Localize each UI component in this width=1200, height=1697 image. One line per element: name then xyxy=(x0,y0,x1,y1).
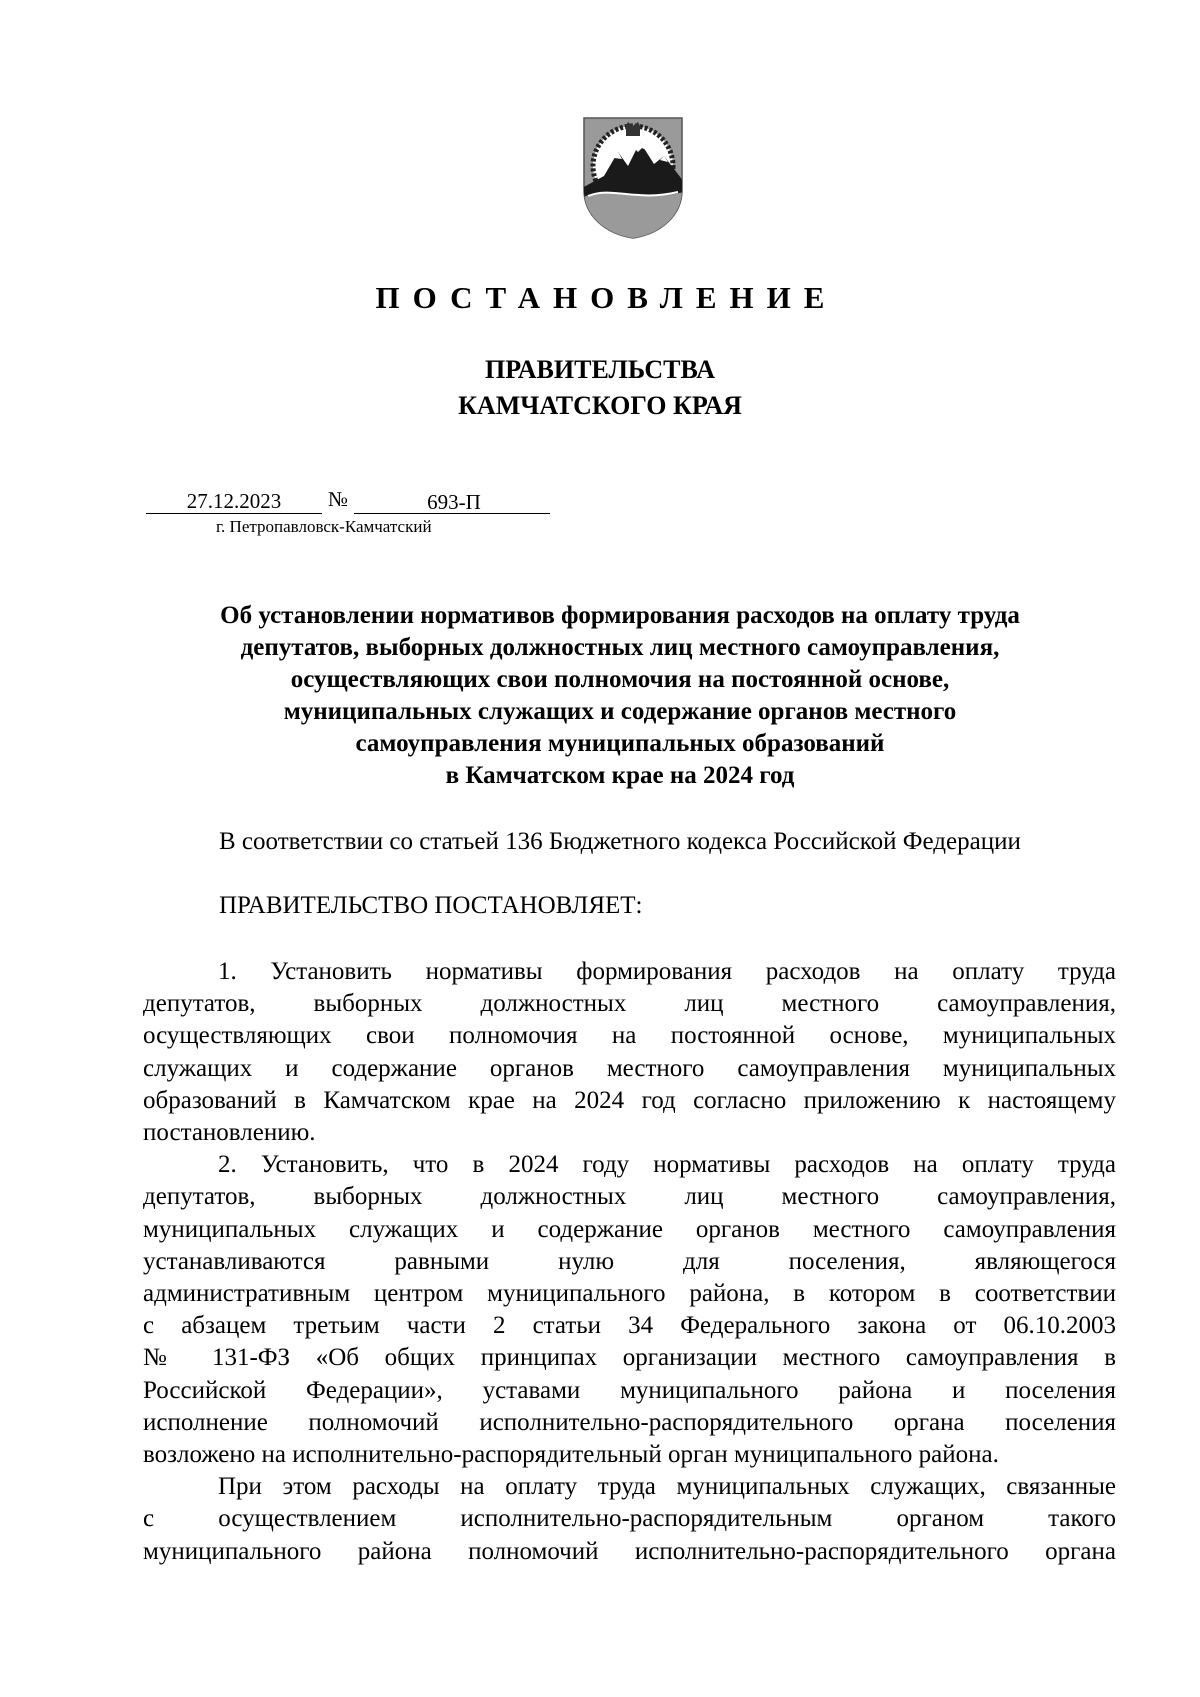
intro-paragraph: В соответствии со статьей 136 Бюджетного кодекса Российской Федерации xyxy=(219,828,1021,855)
body-line: При этом расходы на оплату труда муниципальных служащих, связанные xyxy=(218,1473,1116,1501)
heading-line: самоуправления муниципальных образований xyxy=(355,730,885,757)
heading-line: муниципальных служащих и содержание органов местного xyxy=(283,698,957,725)
body-line: образований в Камчатском крае на 2024 год согласно приложению к настоящему xyxy=(143,1086,1116,1114)
document-body xyxy=(143,956,1116,1568)
heading-line: в Камчатском крае на 2024 год xyxy=(445,762,795,789)
document-heading xyxy=(140,600,1100,792)
body-line: с абзацем третьим части 2 статьи 34 Федерального закона от 06.10.2003 xyxy=(143,1312,1116,1340)
paragraph-2 xyxy=(143,1149,1116,1471)
number-sign: № xyxy=(327,487,349,511)
heading-line: депутатов, выборных должностных лиц местного самоуправления, xyxy=(240,634,1000,661)
decree-line: ПРАВИТЕЛЬСТВО ПОСТАНОВЛЯЕТ: xyxy=(219,892,643,919)
paragraph-1 xyxy=(143,956,1116,1149)
body-line: с осуществлением исполнительно-распорядительным органом такого xyxy=(143,1505,1116,1533)
body-line: депутатов, выборных должностных лиц местного самоуправления, xyxy=(143,990,1116,1018)
body-line: возложено на исполнительно-распорядительный орган муниципального района. xyxy=(143,1441,999,1469)
body-line: 2. Установить, что в 2024 году нормативы расходов на оплату труда xyxy=(218,1151,1116,1179)
body-line: муниципальных служащих и содержание органов местного самоуправления xyxy=(143,1215,1116,1243)
body-line: депутатов, выборных должностных лиц местного самоуправления, xyxy=(143,1183,1116,1211)
body-line: постановлению. xyxy=(143,1119,316,1147)
body-line: осуществляющих свои полномочия на постоянной основе, муниципальных xyxy=(143,1022,1116,1050)
body-line: 1. Установить нормативы формирования расходов на оплату труда xyxy=(218,958,1116,985)
document-number: 693-П xyxy=(354,487,550,514)
body-line: служащих и содержание органов местного самоуправления муниципальных xyxy=(143,1054,1116,1082)
document-title: ПОСТАНОВЛЕНИЕ xyxy=(375,280,838,315)
paragraph-3 xyxy=(143,1471,1116,1568)
document-city: г. Петропавловск-Камчатский xyxy=(216,517,432,536)
body-line: муниципального района полномочий исполнительно-распорядительного органа xyxy=(143,1537,1116,1565)
issuer-line: КАМЧАТСКОГО КРАЯ xyxy=(458,391,742,420)
body-line: административным центром муниципального района, в котором в соответствии xyxy=(143,1280,1116,1308)
body-line: исполнение полномочий исполнительно-распорядительного органа поселения xyxy=(143,1408,1116,1436)
body-line: № 131-ФЗ «Об общих принципах организации местного самоуправления в xyxy=(143,1344,1116,1372)
heading-line: Об установлении нормативов формирования расходов на оплату труда xyxy=(220,602,1020,629)
heading-line: осуществляющих свои полномочия на постоянной основе, xyxy=(290,666,950,693)
body-line: устанавливаются равными нулю для поселения, являющегося xyxy=(143,1247,1116,1275)
document-meta xyxy=(146,486,550,537)
coat-of-arms-emblem xyxy=(578,112,688,240)
issuer-line: ПРАВИТЕЛЬСТВА xyxy=(485,355,715,384)
issuer-block xyxy=(0,352,1200,424)
document-date: 27.12.2023 xyxy=(146,486,322,514)
body-line: Российской Федерации», уставами муниципального района и поселения xyxy=(143,1376,1116,1404)
